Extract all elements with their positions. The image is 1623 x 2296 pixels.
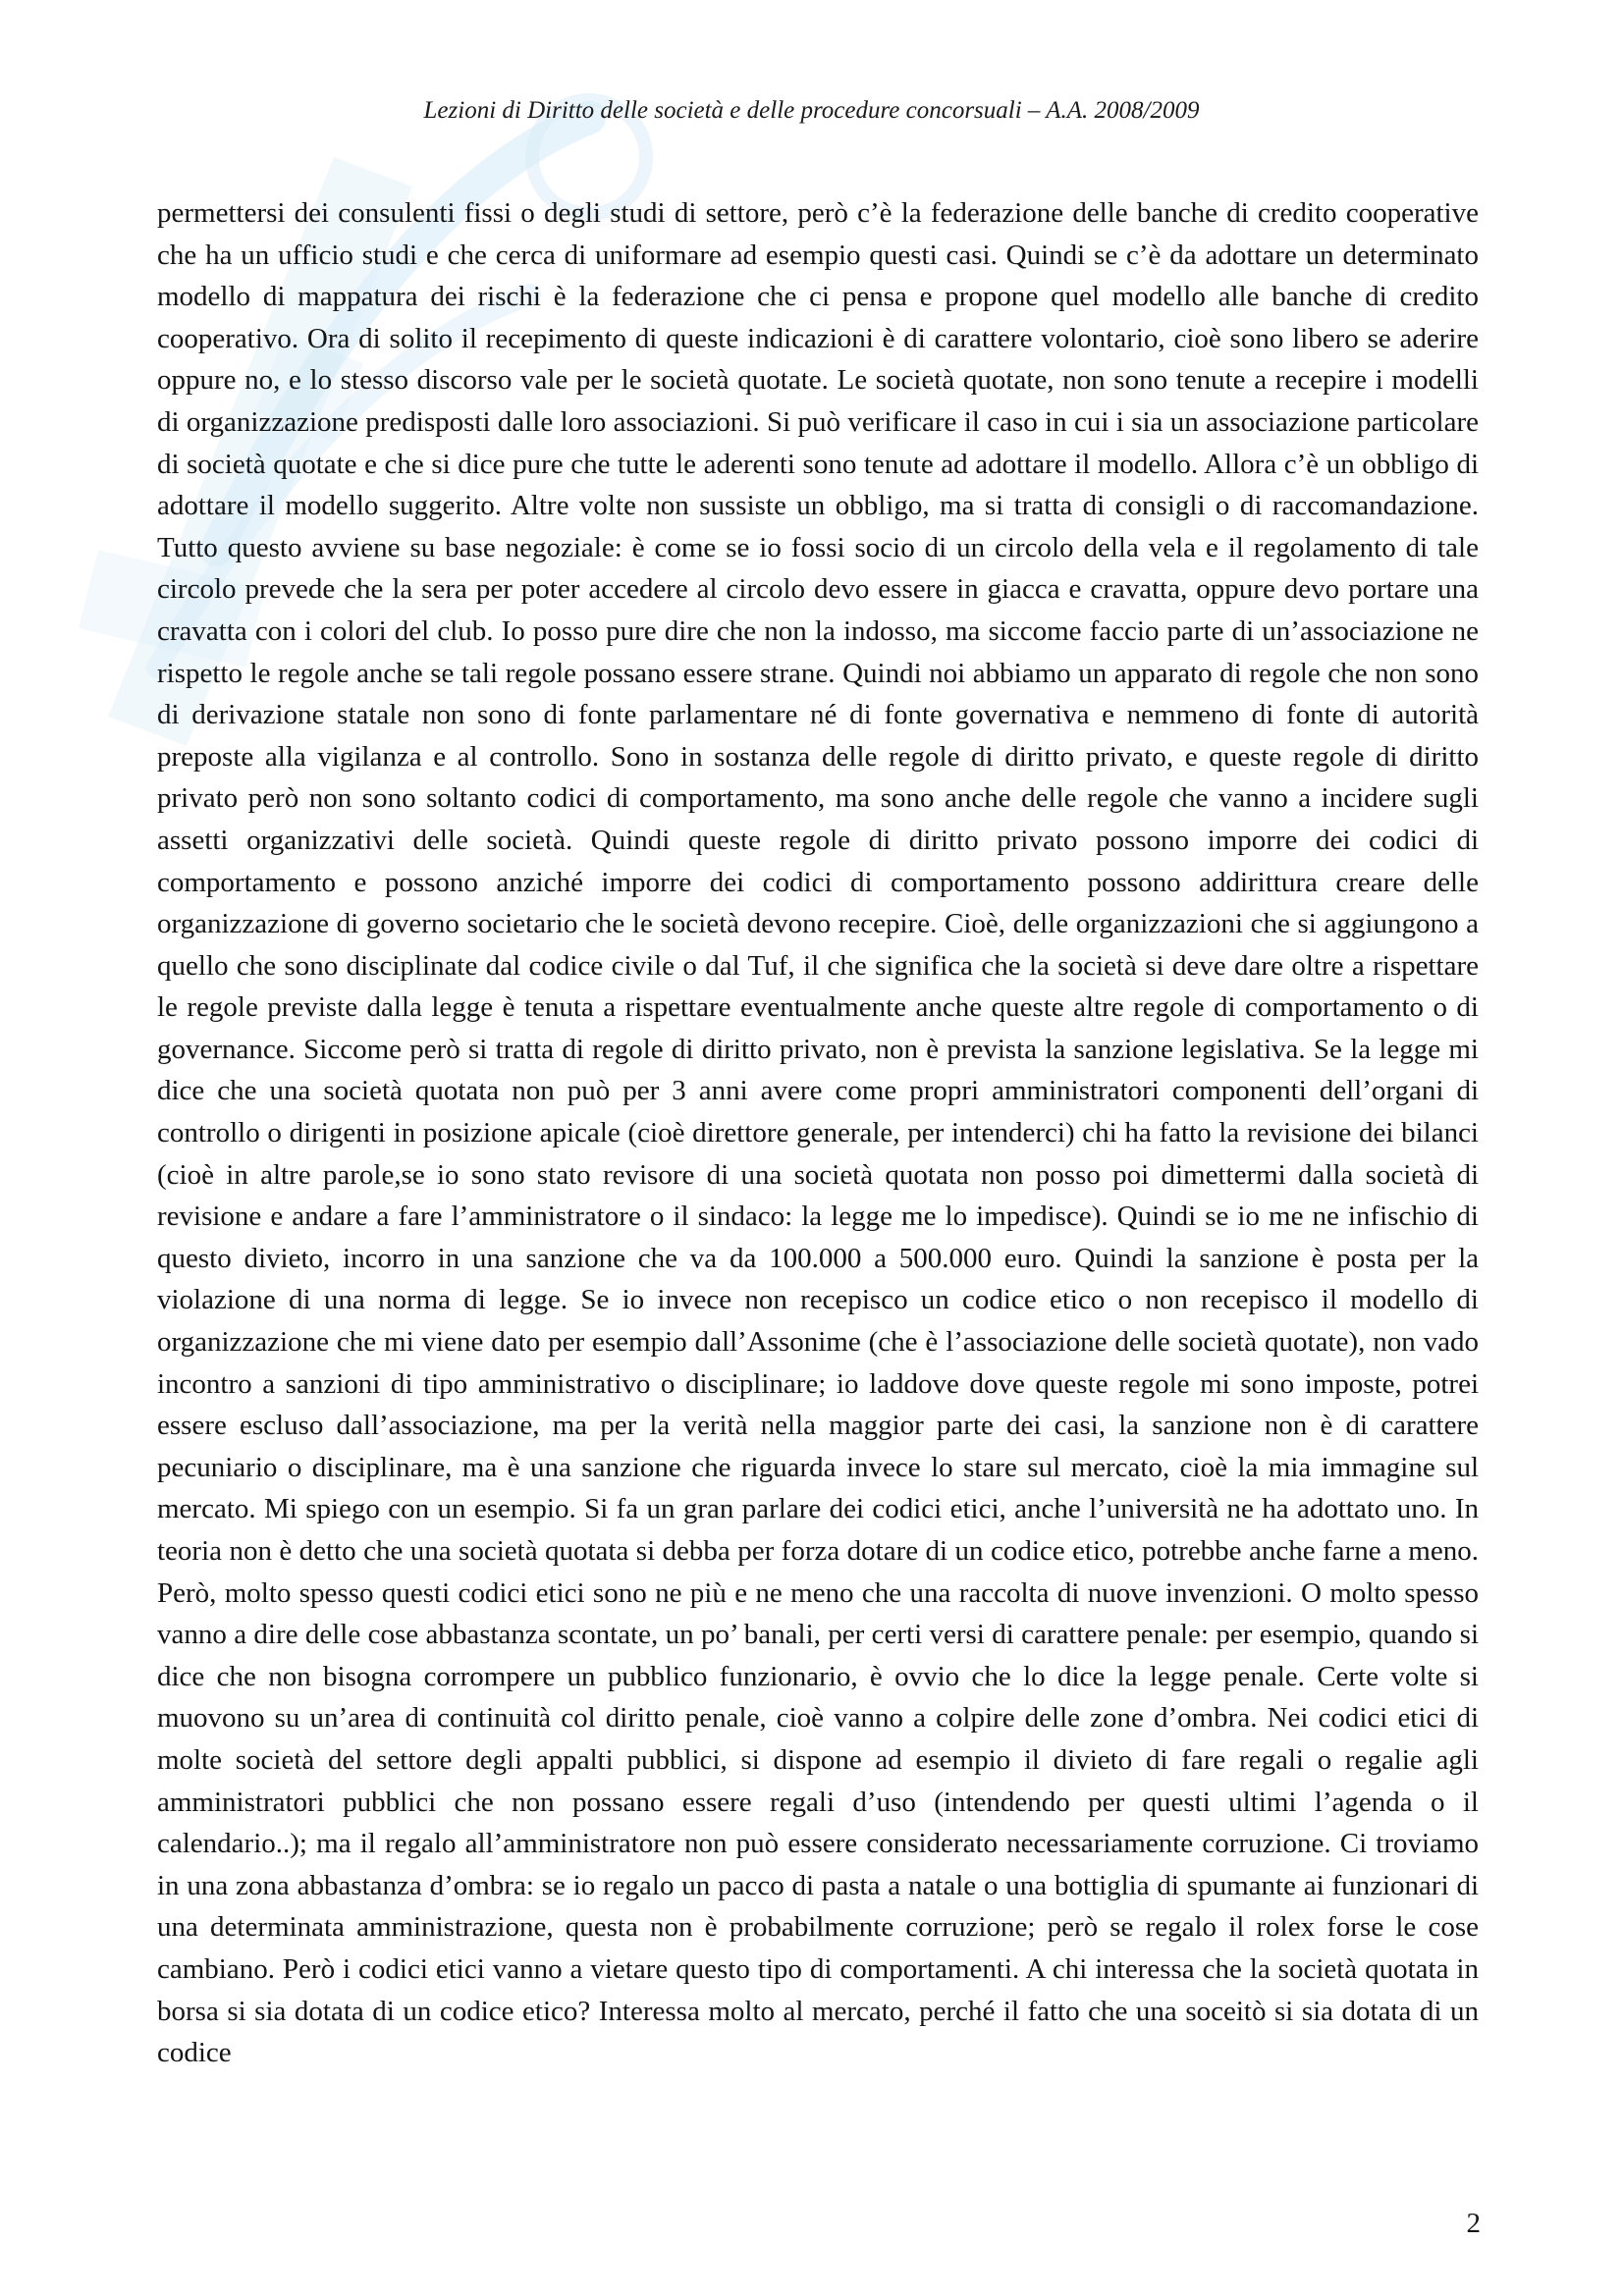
running-header: Lezioni di Diritto delle società e delle procedure concorsuali – A.A. 2008/2009 — [423, 97, 1200, 124]
body-paragraph: permettersi dei consulenti fissi o degli studi di settore, però c’è la federazione delle banche di credito cooperative che ha un ufficio studi e che cerca di uniformare ad esempio questi casi. Quindi se c’è da adottare un determinato modello di mappatura dei rischi è la federazione che ci pensa e propone quel modello alle banche di credito cooperativo. Ora di solito il recepimento di queste indicazioni è di carattere volontario, cioè sono libero se aderire oppure no, e lo stesso discorso vale per le società quotate. Le società quotate, non sono tenute a recepire i modelli di organizzazione predisposti dalle loro associazioni. Si può verificare il caso in cui i sia un associazione particolare di società quotate e che si dice pure che tutte le aderenti sono tenute ad adottare il modello. Allora c’è un obbligo di adottare il modello suggerito. Altre volte non sussiste un obbligo, ma si tratta di consigli o di raccomandazione. Tutto questo avviene su base negoziale: è come se io fossi socio di un circolo della vela e il regolamento di tale circolo prevede che la sera per poter accedere al circolo devo essere in giacca e cravatta, oppure devo portare una cravatta con i colori del club. Io posso pure dire che non la indosso, ma siccome faccio parte di un’associazione ne rispetto le regole anche se tali regole possano essere strane. Quindi noi abbiamo un apparato di regole che non sono di derivazione statale non sono di fonte parlamentare né di fonte governativa e nemmeno di fonte di autorità preposte alla vigilanza e al controllo. Sono in sostanza delle regole di diritto privato, e queste regole di diritto privato però non sono soltanto codici di comportamento, ma sono anche delle regole che vanno a incidere sugli assetti organizzativi delle società. Quindi queste regole di diritto privato possono imporre dei codici di comportamento e possono anziché imporre dei codici di comportamento possono addirittura creare delle organizzazione di governo societario che le società devono recepire. Cioè, delle organizzazioni che si aggiungono a quello che sono disciplinate dal codice civile o dal Tuf, il che significa che la società si deve dare oltre a rispettare le regole previste dalla legge è tenuta a rispettare eventualmente anche queste altre regole di comportamento o di governance. Siccome però si tratta di regole di diritto privato, non è prevista la sanzione legislativa. Se la legge mi dice che una società quotata non può per 3 anni avere come propri amministratori componenti dell’organi di controllo o dirigenti in posizione apicale (cioè direttore generale, per intenderci) chi ha fatto la revisione dei bilanci (cioè in altre parole,se io sono stato revisore di una società quotata non posso poi dimettermi dalla società di revisione e andare a fare l’amministratore o il sindaco: la legge me lo impedisce). Quindi se io me ne infischio di questo divieto, incorro in una sanzione che va da 100.000 a 500.000 euro. Quindi la sanzione è posta per la violazione di una norma di legge. Se io invece non recepisco un codice etico o non recepisco il modello di organizzazione che mi viene dato per esempio dall’Assonime (che è l’associazione delle società quotate), non vado incontro a sanzioni di tipo amministrativo o disciplinare; io laddove dove queste regole mi sono imposte, potrei essere escluso dall’associazione, ma per la verità nella maggior parte dei casi, la sanzione non è di carattere pecuniario o disciplinare, ma è una sanzione che riguarda invece lo stare sul mercato, cioè la mia immagine sul mercato. Mi spiego con un esempio. Si fa un gran parlare dei codici etici, anche l’università ne ha adottato uno. In teoria non è detto che una società quotata si debba per forza dotare di un codice etico, potrebbe anche farne a meno. Però, molto spesso questi codici etici sono ne più e ne meno che una raccolta di nuove invenzioni. O molto spesso vanno a dire delle cose abbastanza scontate, un po’ banali, per certi versi di carattere penale: per esempio, quando si dice che non bisogna corrompere un pubblico funzionario, è ovvio che lo dice la legge penale. Certe volte si muovono su un’area di continuità col diritto penale, cioè vanno a colpire delle zone d’ombra. Nei codici etici di molte società del settore degli appalti pubblici, si dispone ad esempio il divieto di fare regali o regalie agli amministratori pubblici che non possano essere regali d’uso (intendendo per questi ultimi l’agenda o il calendario..); ma il regalo all’amministratore non può essere considerato necessariamente corruzione. Ci troviamo in una zona abbastanza d’ombra: se io regalo un pacco di pasta a natale o una bottiglia di spumante ai funzionari di una determinata amministrazione, questa non è probabilmente corruzione; però se regalo il rolex forse le cose cambiano. Però i codici etici vanno a vietare questo tipo di comportamenti. A chi interessa che la società quotata in borsa si sia dotata di un codice etico? Interessa molto al mercato, perché il fatto che una soceitò si sia dotata di un codice — [157, 197, 1479, 2069]
page-number: 2 — [1466, 2208, 1481, 2239]
